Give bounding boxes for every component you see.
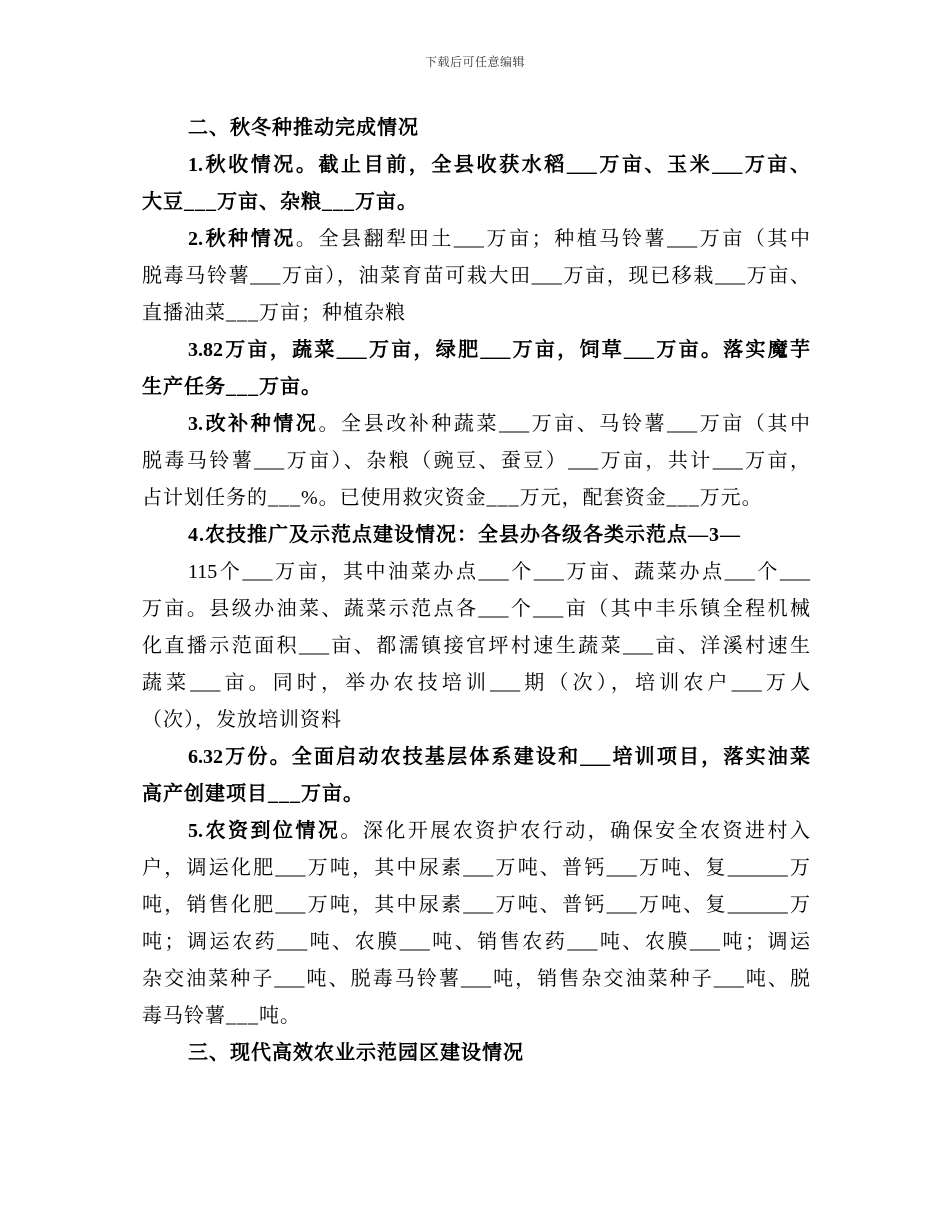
text-line: 杂交油菜种子___吨、脱毒马铃薯___吨，销售杂交油菜种子___吨、脱 (142, 968, 810, 990)
text-line: 1.秋收情况。截止目前，全县收获水稻___万亩、玉米___万亩、 (188, 154, 810, 176)
text-line: 万亩。县级办油菜、蔬菜示范点各___个___亩（其中丰乐镇全程机械 (142, 598, 810, 620)
text-line: （次），发放培训资料 (142, 709, 342, 731)
item-text: 。深化开展农资护农行动，确保安全农资进村入 (340, 820, 811, 842)
text-line (188, 221, 810, 258)
item-label: 2.秋种情况 (188, 228, 296, 250)
item-text: 。全县改补种蔬菜___万亩、马铃薯___万亩（其中 (318, 413, 811, 435)
item-label: 3.改补种情况 (188, 413, 319, 435)
text-line: 3.82万亩，蔬菜___万亩，绿肥___万亩，饲草___万亩。落实魔芋 (188, 339, 810, 361)
text-line: 脱毒马铃薯___万亩）、杂粮（豌豆、蚕豆）___万亩，共计___万亩， (142, 450, 810, 472)
text-line: 115个___万亩，其中油菜办点___个___万亩、蔬菜办点___个___ (188, 561, 810, 583)
text-line (188, 813, 810, 850)
text-line (188, 406, 810, 443)
text-line: 毒马铃薯___吨。 (142, 1005, 301, 1027)
text-line: 化直播示范面积___亩、都濡镇接官坪村速生蔬菜___亩、洋溪村速生 (142, 635, 810, 657)
text-line: 高产创建项目___万亩。 (142, 783, 364, 805)
text-line: 4.农技推广及示范点建设情况：全县办各级各类示范点—3— (188, 524, 741, 546)
text-line: 蔬菜___亩。同时，举办农技培训___期（次），培训农户___万人 (142, 672, 810, 694)
text-line: 大豆___万亩、杂粮___万亩。 (142, 191, 418, 213)
text-line: 吨，销售化肥___万吨，其中尿素___万吨、普钙___万吨、复______万 (142, 894, 810, 916)
text-line: 6.32万份。全面启动农技基层体系建设和___培训项目，落实油菜 (188, 746, 810, 768)
page-header-note: 下载后可任意编辑 (424, 55, 525, 69)
text-line: 脱毒马铃薯___万亩），油菜育苗可栽大田___万亩，现已移栽___万亩、 (142, 265, 810, 287)
section-heading: 三、现代高效农业示范园区建设情况 (188, 1042, 524, 1064)
item-text: 。全县翻犁田土___万亩；种植马铃薯___万亩（其中 (295, 228, 811, 250)
text-line: 户，调运化肥___万吨，其中尿素___万吨、普钙___万吨、复______万 (142, 857, 810, 879)
text-line: 占计划任务的___%。已使用救灾资金___万元，配套资金___万元。 (142, 487, 763, 509)
text-line: 直播油菜___万亩；种植杂粮 (142, 302, 406, 324)
text-line: 生产任务___万亩。 (142, 376, 322, 398)
section-heading: 二、秋冬种推动完成情况 (188, 117, 419, 139)
item-label: 5.农资到位情况 (188, 820, 341, 842)
text-line: 吨；调运农药___吨、农膜___吨、销售农药___吨、农膜___吨；调运 (142, 931, 810, 953)
